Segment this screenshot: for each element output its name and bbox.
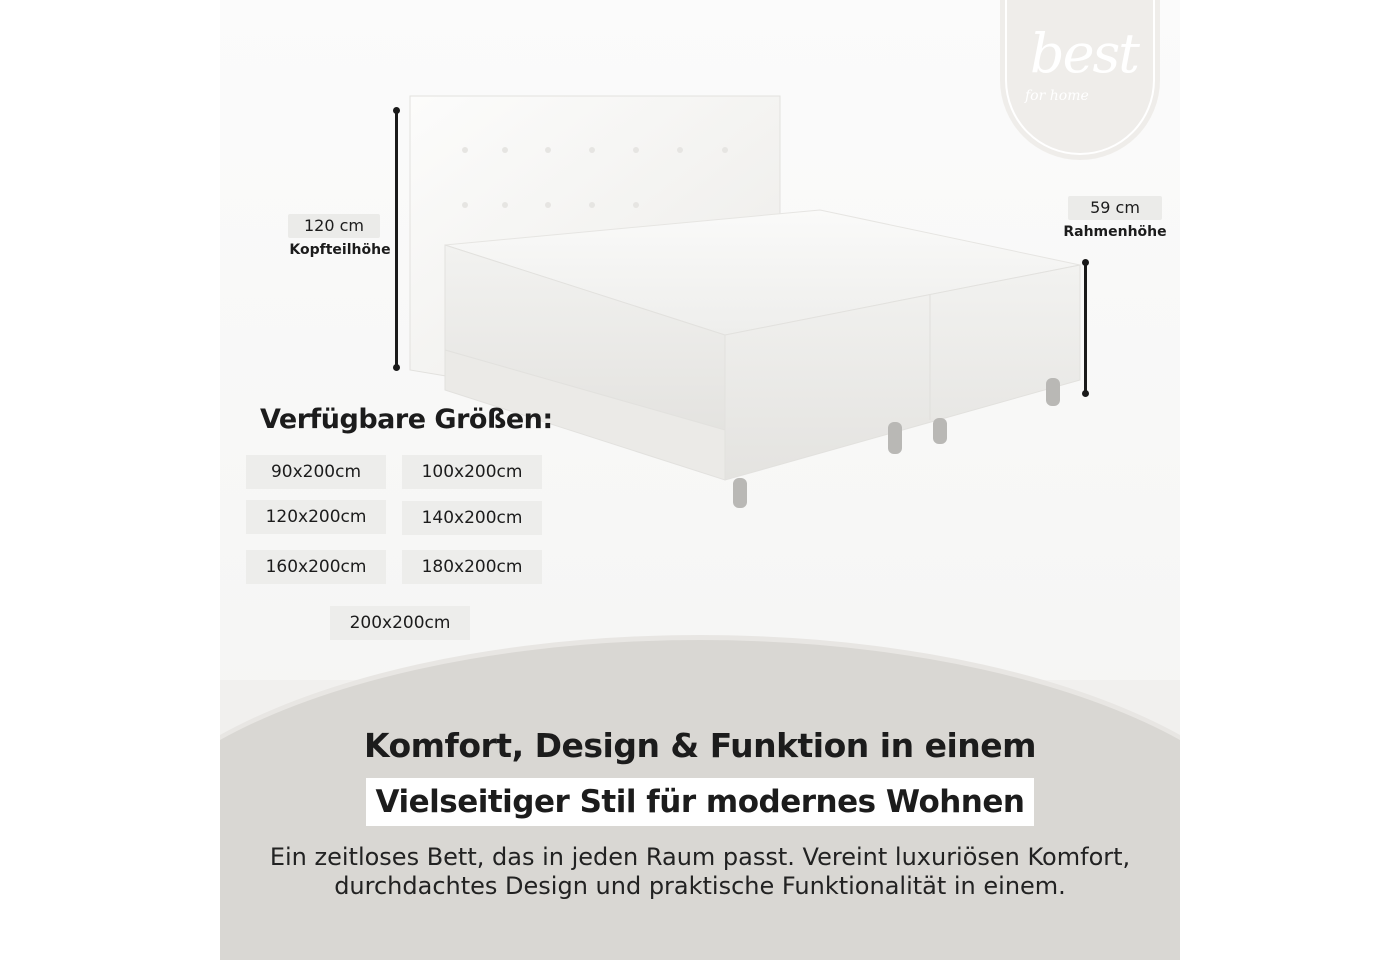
frame-height-label: Rahmenhöhe <box>1063 224 1167 240</box>
headboard-height-value: 120 cm <box>288 214 380 238</box>
sizes-title: Verfügbare Größen: <box>260 404 553 435</box>
promo-subheadline: Vielseitiger Stil für modernes Wohnen <box>366 778 1035 826</box>
headboard-height-label: Kopfteilhöhe <box>289 242 391 258</box>
frame-height-value: 59 cm <box>1068 196 1162 220</box>
size-chip[interactable]: 200x200cm <box>330 606 470 640</box>
headboard-height-line <box>395 110 398 368</box>
size-chip[interactable]: 100x200cm <box>402 455 542 489</box>
promo-headline: Komfort, Design & Funktion in einem <box>363 726 1037 765</box>
promo-body-text: Ein zeitloses Bett, das in jeden Raum passt. Vereint luxuriösen Komfort, durchdachtes Design und praktische Funktionalität in einem. <box>269 843 1131 900</box>
promo-subheadline-wrap <box>220 778 1180 826</box>
size-chip[interactable]: 120x200cm <box>246 500 386 534</box>
size-chip[interactable]: 140x200cm <box>402 501 542 535</box>
brand-logo-tagline: for home <box>1025 88 1089 104</box>
brand-logo-word: best <box>1030 22 1138 85</box>
product-image-canvas <box>220 0 1180 960</box>
frame-height-line <box>1084 262 1087 394</box>
size-chip[interactable]: 180x200cm <box>402 550 542 584</box>
size-chip[interactable]: 90x200cm <box>246 455 386 489</box>
size-chip[interactable]: 160x200cm <box>246 550 386 584</box>
